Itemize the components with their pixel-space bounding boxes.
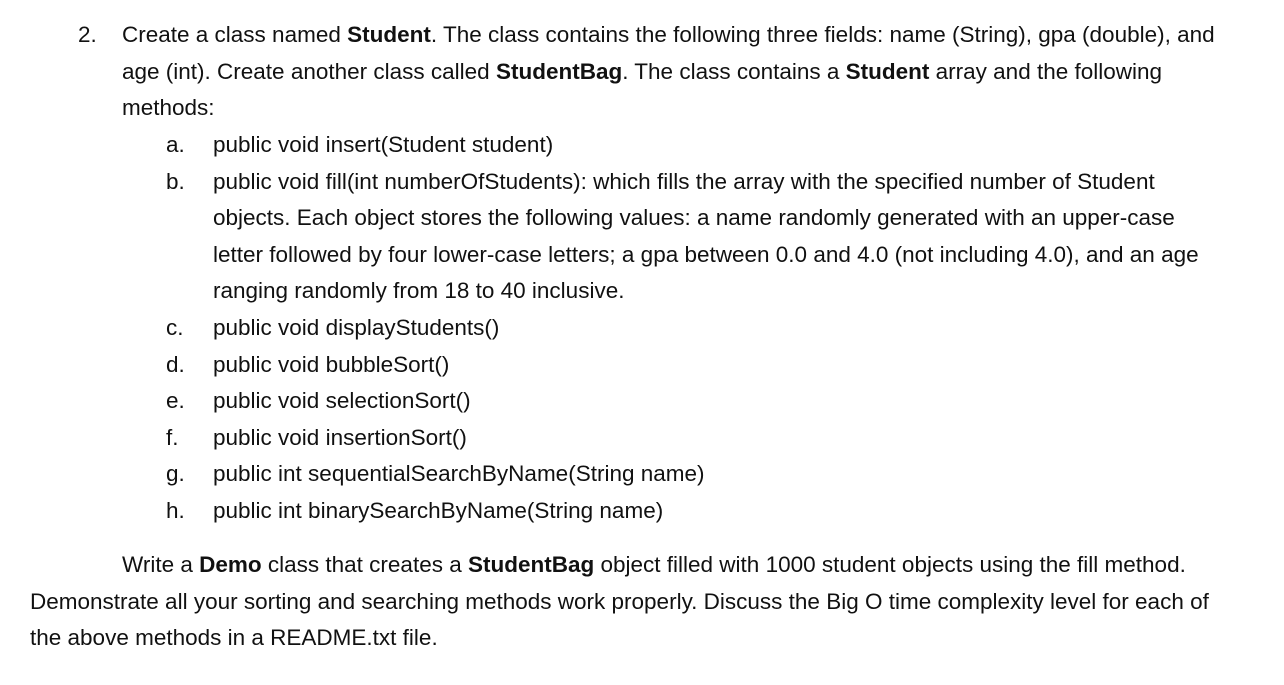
intro-text-2: . The class contains the following three fields: name (String), gpa (double), and age (int). Create another class called [122,22,1215,84]
closing-text-3: object filled with 1000 student objects using the fill method. Demonstrate all your sorting and searching methods work properly. Discuss the Big O time complexity level for each of the above methods in a README.txt file. [30,552,1209,651]
closing-text-1: Write a [122,552,200,577]
closing-bold-studentbag: StudentBag [467,552,595,577]
closing-text-2: class that creates a [261,552,468,577]
intro-text-1: Create a class named [122,22,348,47]
method-letter: a. [166,132,185,157]
method-letter: h. [166,497,185,523]
method-letter: b. [166,168,185,194]
intro-paragraph [122,17,1222,127]
closing-paragraph [30,547,1240,657]
method-item-binary-search [0,493,1284,530]
method-text: public void selectionSort() [213,388,471,414]
intro-bold-student-array: Student [845,58,930,84]
intro-bold-studentbag: StudentBag [495,58,623,84]
question-number: 2. [78,22,97,47]
question-intro [122,17,1222,127]
method-item-insertion-sort [0,420,1284,457]
method-item-bubble-sort [0,347,1284,384]
method-item-fill [0,164,1284,310]
method-letter: d. [166,351,185,377]
method-letter: e. [166,388,185,414]
method-text: public void bubbleSort() [213,351,450,377]
method-text: public int binarySearchByName(String name) [213,497,664,523]
method-letter: g. [166,461,185,487]
method-item-selection-sort [0,383,1284,420]
closing-bold-demo: Demo [199,552,262,577]
method-text: public void displayStudents() [213,314,500,340]
methods-list [0,127,1284,530]
method-item-insert [0,127,1284,164]
method-text: public void fill(int numberOfStudents): which fills the array with the specified number of Student objects. Each object stores the following values: a name randomly generated with an upper-case letter followed by four lower-case letters; a gpa between 0.0 and 4.0 (not including 4.0), and an age ranging randomly from 18 to 40 inclusive. [213,168,1199,304]
method-item-sequential-search [0,456,1284,493]
method-letter: c. [166,314,184,340]
method-letter: f. [166,424,179,450]
method-text: public void insertionSort() [213,424,467,450]
intro-bold-student: Student [347,22,431,47]
method-item-display-students [0,310,1284,347]
intro-text-4: array and the following methods: [122,58,1163,121]
method-text: public void insert(Student student) [213,132,554,157]
method-text: public int sequentialSearchByName(String name) [213,461,705,487]
intro-text-3: . The class contains a [622,58,846,84]
